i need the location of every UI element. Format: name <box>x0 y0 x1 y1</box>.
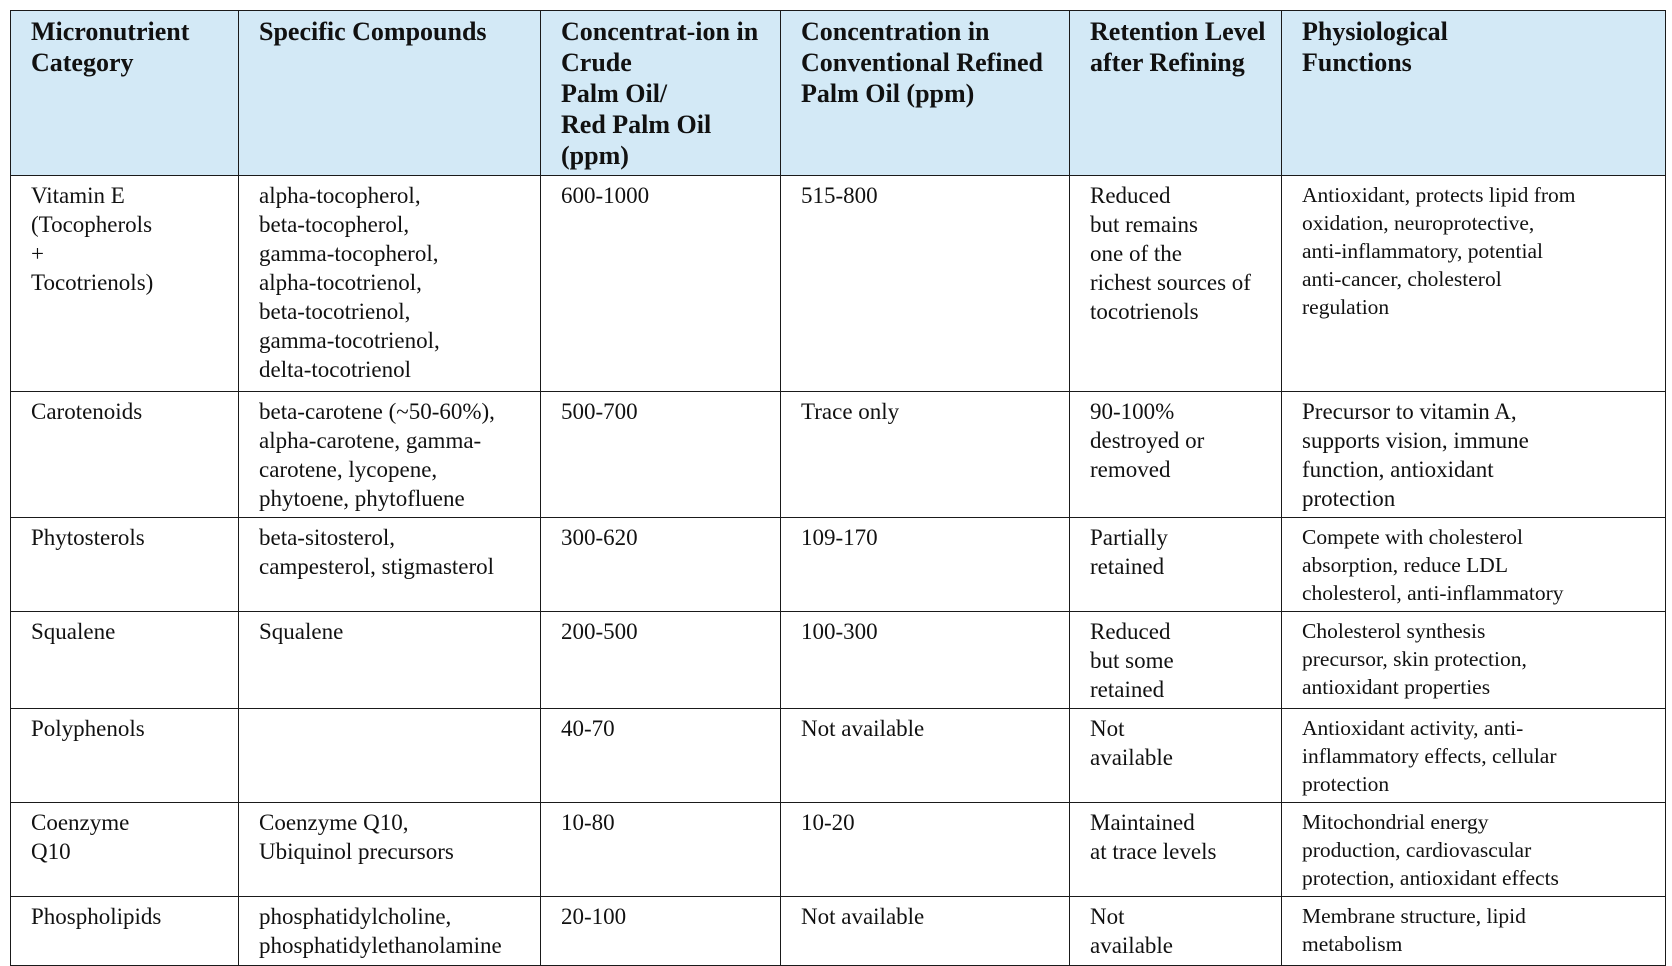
cell-compounds: Coenzyme Q10, Ubiquinol precursors <box>239 803 541 897</box>
table-row <box>11 176 1666 392</box>
cell-retention: Partially retained <box>1070 518 1282 612</box>
cell-refined: Trace only <box>781 392 1070 518</box>
header-refined-concentration: Concentration in Conventional Refined Palm Oil (ppm) <box>781 11 1070 176</box>
cell-functions: Cholesterol synthesis precursor, skin protection, antioxidant properties <box>1282 612 1666 709</box>
cell-category: Carotenoids <box>11 392 239 518</box>
table-row <box>11 518 1666 612</box>
table-row <box>11 392 1666 518</box>
cell-functions: Membrane structure, lipid metabolism <box>1282 897 1666 966</box>
cell-refined: 100-300 <box>781 612 1070 709</box>
cell-crude: 20-100 <box>541 897 781 966</box>
cell-compounds: Squalene <box>239 612 541 709</box>
header-specific-compounds: Specific Compounds <box>239 11 541 176</box>
cell-refined: 10-20 <box>781 803 1070 897</box>
cell-compounds: alpha-tocopherol, beta-tocopherol, gamma-tocopherol, alpha-tocotrienol, beta-tocotrienol, gamma-tocotrienol, delta-tocotrienol <box>239 176 541 392</box>
cell-retention: Not available <box>1070 709 1282 803</box>
cell-retention: Not available <box>1070 897 1282 966</box>
cell-retention: Reduced but some retained <box>1070 612 1282 709</box>
cell-category: Coenzyme Q10 <box>11 803 239 897</box>
cell-crude: 200-500 <box>541 612 781 709</box>
table-row <box>11 612 1666 709</box>
cell-retention: Maintained at trace levels <box>1070 803 1282 897</box>
header-physiological-functions: Physiological Functions <box>1282 11 1666 176</box>
cell-category: Phospholipids <box>11 897 239 966</box>
cell-compounds <box>239 709 541 803</box>
table-row <box>11 803 1666 897</box>
cell-refined: 515-800 <box>781 176 1070 392</box>
cell-functions: Antioxidant, protects lipid from oxidation, neuroprotective, anti-inflammatory, potential anti-cancer, cholesterol regulation <box>1282 176 1666 392</box>
cell-compounds: beta-sitosterol, campesterol, stigmasterol <box>239 518 541 612</box>
cell-crude: 10-80 <box>541 803 781 897</box>
micronutrient-table <box>10 10 1666 966</box>
cell-category: Phytosterols <box>11 518 239 612</box>
header-retention-level: Retention Level after Refining <box>1070 11 1282 176</box>
cell-crude: 300-620 <box>541 518 781 612</box>
cell-functions: Compete with cholesterol absorption, reduce LDL cholesterol, anti-inflammatory <box>1282 518 1666 612</box>
cell-crude: 600-1000 <box>541 176 781 392</box>
cell-compounds: phosphatidylcholine, phosphatidylethanolamine <box>239 897 541 966</box>
cell-refined: Not available <box>781 897 1070 966</box>
table-row <box>11 897 1666 966</box>
cell-retention: 90-100% destroyed or removed <box>1070 392 1282 518</box>
cell-compounds: beta-carotene (~50-60%), alpha-carotene, gamma- carotene, lycopene, phytoene, phytofluene <box>239 392 541 518</box>
header-micronutrient-category: Micronutrient Category <box>11 11 239 176</box>
header-row <box>11 11 1666 176</box>
cell-functions: Precursor to vitamin A, supports vision, immune function, antioxidant protection <box>1282 392 1666 518</box>
cell-functions: Antioxidant activity, anti- inflammatory effects, cellular protection <box>1282 709 1666 803</box>
cell-refined: Not available <box>781 709 1070 803</box>
cell-refined: 109-170 <box>781 518 1070 612</box>
header-crude-concentration: Concentrat-ion in Crude Palm Oil/ Red Palm Oil (ppm) <box>541 11 781 176</box>
cell-category: Polyphenols <box>11 709 239 803</box>
cell-category: Vitamin E (Tocopherols + Tocotrienols) <box>11 176 239 392</box>
cell-retention: Reduced but remains one of the richest sources of tocotrienols <box>1070 176 1282 392</box>
cell-crude: 500-700 <box>541 392 781 518</box>
cell-category: Squalene <box>11 612 239 709</box>
table-row <box>11 709 1666 803</box>
cell-functions: Mitochondrial energy production, cardiovascular protection, antioxidant effects <box>1282 803 1666 897</box>
cell-crude: 40-70 <box>541 709 781 803</box>
